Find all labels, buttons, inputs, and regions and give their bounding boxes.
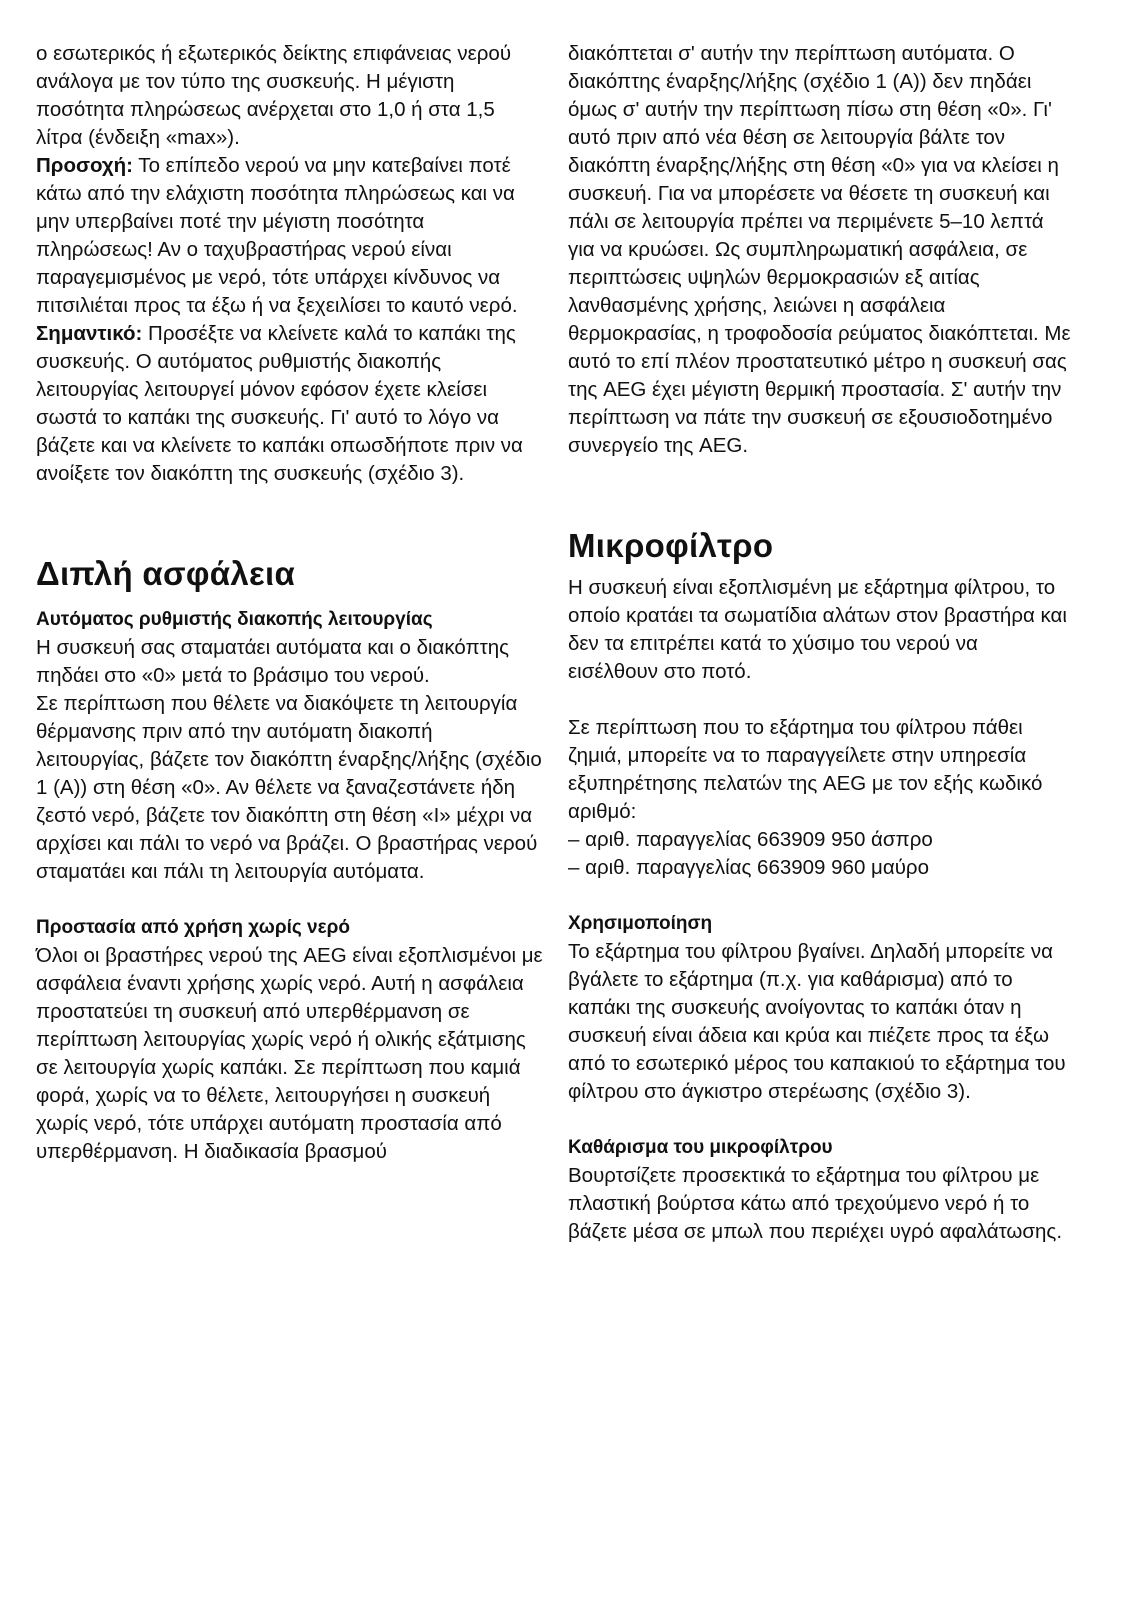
important-paragraph [36, 320, 546, 488]
caution-text: Το επίπεδο νερού να μην κατεβαίνει ποτέ κάτω από την ελάχιστη ποσότητα πληρώσεως και να μην υπερβαίνει ποτέ την μέγιστη ποσότητα πληρώσεως! Αν ο ταχυβραστήρας νερού είναι παραγεμισμένος με νερό, τότε υπάρχει κίνδυνος να πιτσιλιέται προς τα έξω ή να ξεχειλίσει το καυτό νερό. [36, 154, 518, 317]
filter-order-paragraph: Σε περίπτωση που το εξάρτημα του φίλτρου πάθει ζημιά, μπορείτε να το παραγγείλετε στην υπηρεσία εξυπηρέτησης πελατών της AEG με τον εξής κωδικό αριθμό: [568, 716, 1043, 823]
cleaning-paragraph: Βουρτσίζετε προσεκτικά το εξάρτημα του φίλτρου με πλαστική βούρτσα κάτω από τρεχούμενο νερό ή το βάζετε μέσα σε μπωλ που περιέχει υγρό αφαλάτωσης. [568, 1164, 1063, 1243]
right-column [568, 40, 1073, 1246]
microfilter-heading: Μικροφίλτρο [568, 527, 774, 564]
order-number-black: – αριθ. παραγγελίας 663909 960 μαύρο [568, 856, 929, 879]
order-number-white: – αριθ. παραγγελίας 663909 950 άσπρο [568, 828, 933, 851]
microfilter-intro-paragraph: Η συσκευή είναι εξοπλισμένη με εξάρτημα φίλτρου, το οποίο κρατάει τα σωματίδια αλάτων στον βραστήρα και δεν τα επιτρέπει κατά το χύσιμο του νερού να εισέλθουν στο ποτό. [568, 576, 1067, 683]
cleaning-heading: Καθάρισμα του μικροφίλτρου [568, 1137, 833, 1158]
auto-shutoff-heading: Αυτόματος ρυθμιστής διακοπής λειτουργίας [36, 609, 433, 630]
dry-protection-heading: Προστασία από χρήση χωρίς νερό [36, 917, 350, 938]
important-label: Σημαντικό: [36, 322, 143, 345]
caution-paragraph [36, 152, 546, 320]
usage-paragraph: Το εξάρτημα του φίλτρου βγαίνει. Δηλαδή μπορείτε να βγάλετε το εξάρτημα (π.χ. για καθάρισμα) από το καπάκι της συσκευής ανοίγοντας το καπάκι όταν η συσκευή είναι άδεια και κρύα και πιέζετε προς τα έξω από το εσωτερικό μέρος του καπακιού το εξάρτημα του φίλτρου στο άγκιστρο στερέωσης (σχέδιο 3). [568, 940, 1066, 1103]
double-safety-heading: Διπλή ασφάλεια [36, 555, 296, 592]
thermal-protection-paragraph: διακόπτεται σ' αυτήν την περίπτωση αυτόματα. Ο διακόπτης έναρξης/λήξης (σχέδιο 1 (A)) δεν πηδάει όμως σ' αυτήν την περίπτωση πίσω στη θέση «0». Γι' αυτό πριν από νέα θέση σε λειτουργία βάλτε τον διακόπτη έναρξης/λήξης στη θέση «0» για να κλείσει η συσκευή. Για να μπορέσετε να θέσετε τη συσκευή και πάλι σε λειτουργία πρέπει να περιμένετε 5–10 λεπτά για να κρυώσει. Ως συμπληρωματική ασφάλεια, σε περιπτώσεις υψηλών θερμοκρασιών εξ αιτίας λανθασμένης χρήσης, λειώνει η ασφάλεια θερμοκρασίας, η τροφοδοσία ρεύματος διακόπτεται. Με αυτό το επί πλέον προστατευτικό μέτρο η συσκευή σας της AEG έχει μέγιστη θερμική προστασία. Σ' αυτήν την περίπτωση να πάτε την συσκευή σε εξουσιοδοτημένο συνεργείο της AEG. [568, 42, 1071, 457]
fill-level-paragraph: ο εσωτερικός ή εξωτερικός δείκτης επιφάνειας νερού ανάλογα με τον τύπο της συσκευής. Η μέγιστη ποσότητα πληρώσεως ανέρχεται στο 1,0 ή στα 1,5 λίτρα (ένδειξη «max»). [36, 42, 512, 149]
left-column [36, 40, 546, 1166]
caution-label: Προσοχή: [36, 154, 133, 177]
dry-protection-paragraph: Όλοι οι βραστήρες νερού της AEG είναι εξοπλισμένοι με ασφάλεια έναντι χρήσης χωρίς νερό. Αυτή η ασφάλεια προστατεύει τη συσκευή από υπερθέρμανση σε περίπτωση λειτουργίας χωρίς νερό ή ολικής εξάτμισης σε λειτουργία χωρίς καπάκι. Σε περίπτωση που καμιά φορά, χωρίς να το θέλετε, λειτουργήσει η συσκευή χωρίς νερό, τότε υπάρχει αυτόματη προστασία από υπερθέρμανση. Η διαδικασία βρασμού [36, 944, 543, 1163]
auto-shutoff-paragraph: Η συσκευή σας σταματάει αυτόματα και ο διακόπτης πηδάει στο «0» μετά το βράσιμο του νερού. [36, 636, 510, 687]
usage-heading: Χρησιμοποίηση [568, 913, 713, 934]
important-text: Προσέξτε να κλείνετε καλά το καπάκι της συσκευής. Ο αυτόματος ρυθμιστής διακοπής λειτουργίας λειτουργεί μόνον εφόσον έχετε κλείσει σωστά το καπάκι της συσκευής. Γι' αυτό το λόγο να βάζετε και να κλείνετε το καπάκι οπωσδήποτε πριν να ανοίξετε τον διακόπτη της συσκευής (σχέδιο 3). [36, 322, 523, 485]
manual-stop-paragraph: Σε περίπτωση που θέλετε να διακόψετε τη λειτουργία θέρμανσης πριν από την αυτόματη διακοπή λειτουργίας, βάζετε τον διακόπτη έναρξης/λήξης (σχέδιο 1 (A)) στη θέση «0». Αν θέλετε να ξαναζεστάνετε ήδη ζεστό νερό, βάζετε τον διακόπτη στη θέση «I» μέχρι να αρχίσει και πάλι το νερό να βράζει. Ο βραστήρας νερού σταματάει και πάλι τη λειτουργία αυτόματα. [36, 692, 542, 883]
